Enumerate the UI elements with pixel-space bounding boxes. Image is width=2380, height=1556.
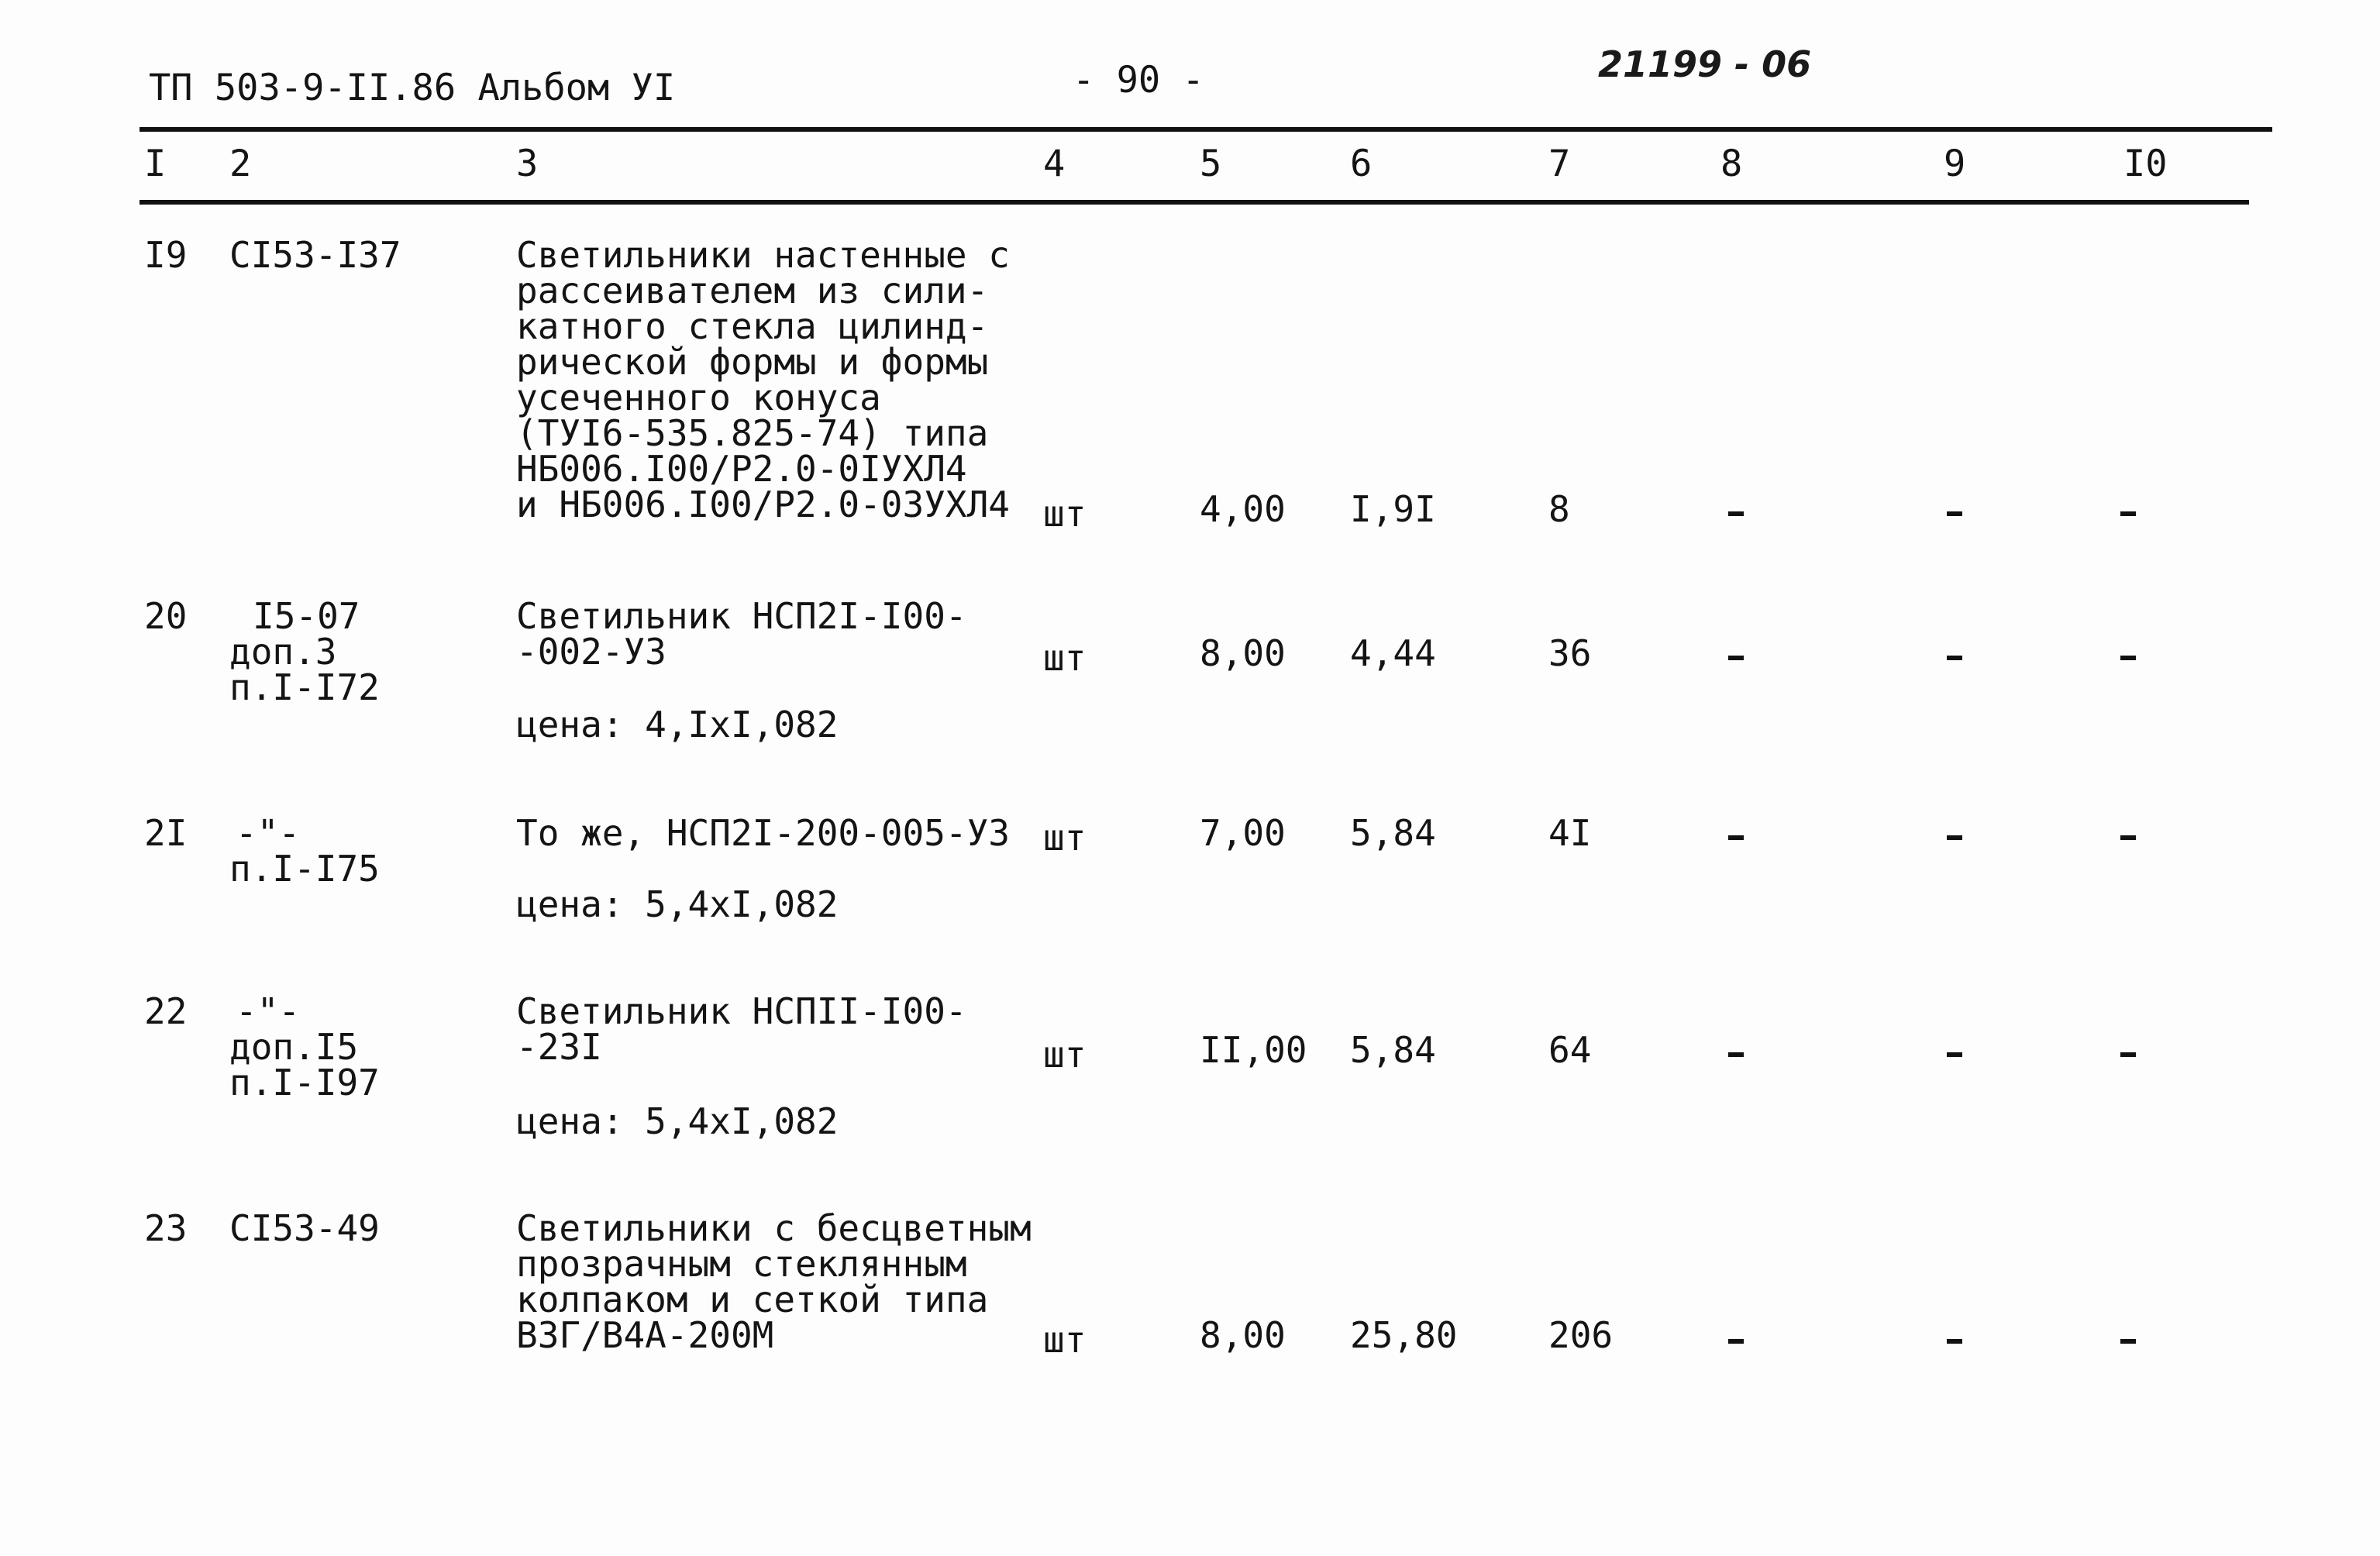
row-number: 20 bbox=[144, 595, 188, 637]
empty-cell-dash bbox=[1947, 511, 1962, 516]
empty-cell-dash bbox=[1947, 835, 1962, 840]
empty-cell-dash bbox=[1728, 1339, 1744, 1344]
unit: шт bbox=[1043, 1319, 1087, 1361]
unit-price: 5,84 bbox=[1350, 1029, 1436, 1071]
page-number: - 90 - bbox=[1073, 59, 1204, 102]
price-code: CI53-I37 bbox=[229, 234, 401, 276]
empty-cell-dash bbox=[1728, 1052, 1744, 1057]
unit-price: 5,84 bbox=[1350, 812, 1436, 854]
empty-cell-dash bbox=[1728, 835, 1744, 840]
column-number: 6 bbox=[1350, 143, 1373, 185]
empty-cell-dash bbox=[2120, 835, 2136, 840]
empty-cell-dash bbox=[1947, 656, 1962, 660]
unit: шт bbox=[1043, 637, 1087, 679]
total: 36 bbox=[1548, 632, 1592, 674]
column-number: I0 bbox=[2123, 143, 2168, 185]
total: 64 bbox=[1548, 1029, 1592, 1071]
unit-price: I,9I bbox=[1350, 488, 1436, 530]
total: 4I bbox=[1548, 812, 1592, 854]
row-number: I9 bbox=[144, 234, 188, 276]
item-description: Светильники настенные с рассеивателем из сили- катного стекла цилинд- рической формы и формы усеченного конуса (ТУI6-535.825-74) типа НБ006.I00/Р2.0-0IУХЛ4 и НБ006.I00/Р2.0-03УХЛ4 bbox=[516, 234, 1010, 525]
column-number: I bbox=[144, 143, 167, 185]
price-note: цена: 5,4xI,082 bbox=[516, 1100, 839, 1142]
empty-cell-dash bbox=[2120, 1052, 2136, 1057]
empty-cell-dash bbox=[2120, 1339, 2136, 1344]
quantity: 4,00 bbox=[1200, 488, 1286, 530]
empty-cell-dash bbox=[1947, 1339, 1962, 1344]
row-number: 2I bbox=[144, 812, 188, 854]
archive-stamp: 21199 - 06 bbox=[1598, 43, 1812, 85]
column-number: 9 bbox=[1944, 143, 1966, 185]
price-code: -"- доп.I5 п.I-I97 bbox=[229, 990, 380, 1103]
price-code: -"- п.I-I75 bbox=[229, 812, 380, 890]
empty-cell-dash bbox=[2120, 656, 2136, 660]
column-number: 7 bbox=[1548, 143, 1571, 185]
column-number: 3 bbox=[516, 143, 539, 185]
total: 206 bbox=[1548, 1314, 1614, 1356]
item-description: Светильник НСПII-I00- -23I bbox=[516, 990, 967, 1068]
quantity: 7,00 bbox=[1200, 812, 1286, 854]
unit: шт bbox=[1043, 817, 1087, 859]
column-number: 5 bbox=[1200, 143, 1222, 185]
price-code: I5-07 доп.3 п.I-I72 bbox=[229, 595, 380, 708]
header-rule bbox=[139, 200, 2249, 205]
empty-cell-dash bbox=[1728, 656, 1744, 660]
unit: шт bbox=[1043, 493, 1087, 535]
column-number: 4 bbox=[1043, 143, 1066, 185]
empty-cell-dash bbox=[1728, 511, 1744, 516]
total: 8 bbox=[1548, 488, 1570, 530]
top-rule bbox=[139, 127, 2272, 132]
empty-cell-dash bbox=[2120, 511, 2136, 516]
empty-cell-dash bbox=[1947, 1052, 1962, 1057]
item-description: Светильники с бесцветным прозрачным стеклянным колпаком и сеткой типа ВЗГ/В4А-200М bbox=[516, 1207, 1032, 1356]
row-number: 22 bbox=[144, 990, 188, 1032]
quantity: 8,00 bbox=[1200, 632, 1286, 674]
unit-price: 4,44 bbox=[1350, 632, 1436, 674]
quantity: II,00 bbox=[1200, 1029, 1307, 1071]
doc-code: ТП 503-9-II.86 Альбом УI bbox=[149, 67, 676, 109]
unit-price: 25,80 bbox=[1350, 1314, 1458, 1356]
column-number: 8 bbox=[1720, 143, 1743, 185]
price-note: цена: 5,4xI,082 bbox=[516, 883, 839, 925]
quantity: 8,00 bbox=[1200, 1314, 1286, 1356]
column-number: 2 bbox=[229, 143, 252, 185]
price-code: CI53-49 bbox=[229, 1207, 380, 1249]
price-note: цена: 4,IxI,082 bbox=[516, 704, 839, 745]
row-number: 23 bbox=[144, 1207, 188, 1249]
item-description: То же, НСП2I-200-005-У3 bbox=[516, 812, 1010, 854]
unit: шт bbox=[1043, 1034, 1087, 1076]
item-description: Светильник НСП2I-I00- -002-У3 bbox=[516, 595, 967, 673]
